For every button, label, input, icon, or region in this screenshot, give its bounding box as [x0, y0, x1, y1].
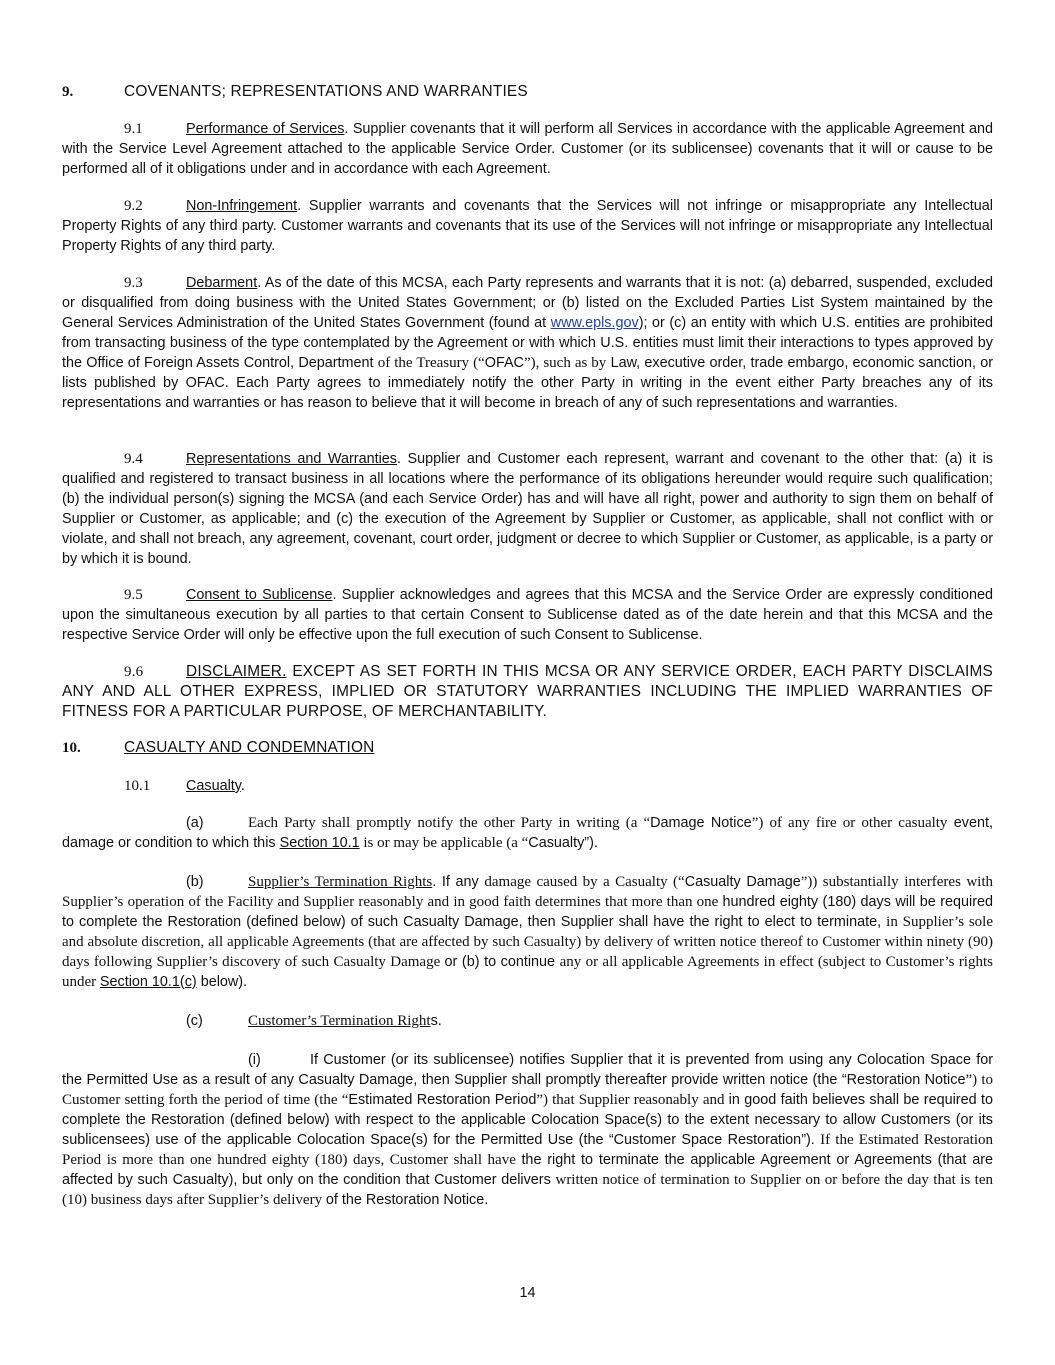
clause-text: interferes with Supplier’s operation of the Facility and Supplier reasonably and in good faith determines that more than one [62, 874, 993, 910]
clause-10-1 [62, 776, 993, 796]
clause-9-4 [62, 449, 993, 569]
clause-text: ”)) substantially [800, 874, 899, 890]
subclause-label: (c) [186, 1013, 203, 1029]
epls-link[interactable]: www.epls.gov [550, 315, 639, 331]
clause-text: . [240, 778, 245, 794]
clause-heading: Consent to Sublicense [186, 587, 333, 603]
clause-number: 9.1 [124, 121, 143, 137]
clause-number: 9.5 [124, 587, 143, 603]
clause-text: ); or (c) an entity with which U.S. entities are prohibited from transacting business of the type contemplated by the Agreement or with which U.S. entities must limit their interactions to types approved by the Office of Foreign Assets Control, Department [62, 315, 993, 371]
clause-text: . As of the date of this MCSA, each Party represents and warrants that it is not: (a) debarred, suspended, excluded or disqualified from doing business with the United States Government; or (b) listed on the Excluded Parties List System maintained by the General Services Administration of the United States Government (found at [62, 275, 993, 331]
section-reference: Section 10.1 [279, 835, 360, 851]
clause-text: . If any [432, 874, 485, 890]
clause-text: EXCEPT AS SET FORTH IN THIS MCSA OR ANY SERVICE ORDER, EACH PARTY DISCLAIMS ANY AND ALL OTHER EXPRESS, IMPLIED OR STATUTORY WARRANTIES INCLUDING THE IMPLIED WARRANTIES OF FITNESS FOR A PARTICULAR PURPOSE, OF MERCHANTABILITY. [62, 663, 993, 720]
defined-term: Damage Notice [650, 815, 752, 831]
defined-term: Customer Space Restoration [613, 1132, 802, 1148]
clause-text: of the Restoration Notice. [325, 1192, 489, 1208]
clause-text: in Supplier’s sole and absolute discretion, all applicable Agreements (that are affected by such Casualty) by delivery of written notice thereof to Customer within ninety (90) days following Supplier’s discovery of such Casualty Damage [62, 914, 993, 970]
section-title: CASUALTY AND CONDEMNATION [124, 739, 375, 756]
clause-heading: Customer’s Termination Right [248, 1013, 431, 1029]
clause-text: . Supplier covenants that it will perform all Services in accordance with the applicable Agreement and with the Service Level Agreement attached to the applicable Service Order. Customer (or its sublicensee) covenants that it will or cause to be performed all of it obligations under and in accordance with each Agreement. [62, 121, 994, 177]
clause-heading: Representations and Warranties [186, 451, 397, 467]
clause-number: 9.6 [124, 664, 144, 680]
clause-text: any or all applicable Agreements in effect (subject to Customer’s rights under [62, 954, 993, 990]
section-number: 10. [62, 740, 81, 756]
clause-text: is or may be applicable (a “ [359, 835, 529, 851]
clause-9-5 [62, 585, 993, 645]
clause-10-1-c-i [62, 1050, 993, 1210]
clause-text: ”) to Customer setting forth the period of time (the “ [62, 1072, 993, 1108]
defined-term: OFAC [484, 355, 524, 371]
clause-text: If Customer (or its sublicensee) notifies Supplier that it is prevented from using any Colocation Space for the Permitted Use as a result of any Casualty Damage, then Supplier shall promptly thereafter provide written notice (the “ [62, 1052, 993, 1088]
clause-text: in good faith believes shall be required to complete the Restoration (defined below) with respect to the applicable Colocation Space(s) to the extent necessary to allow Customers (or its sublicensees) use of the applicable Colocation Space(s) for the Permitted Use (the “ [62, 1092, 993, 1148]
clause-text: If the Estimated Restoration Period is more than one hundred eighty (180) days, Customer shall have [62, 1132, 993, 1168]
subclause-label: (b) [186, 874, 204, 890]
defined-term: Casualty Damage [684, 874, 801, 890]
clause-heading: Performance of Services [186, 121, 345, 137]
clause-text: the right to terminate the applicable Agreement or Agreements (that are affected by such Casualty), but only on the condition that Customer delivers [62, 1152, 993, 1188]
clause-text: Law, executive order, trade embargo, economic sanction, or lists published by OFAC. Each Party agrees to immediately notify the other Party in writing in the event either Party breaches any of its representations and warranties or has reason to believe that it will become in breach of any of such representations and warranties. [62, 355, 994, 411]
clause-text: . Supplier acknowledges and agrees that this MCSA and the Service Order are expressly conditioned upon the simultaneous execution by all parties to that certain Consent to Sublicense dated as of the date herein and that this MCSA and the respective Service Order will only be effective upon the full execution of such Consent to Sublicense. [62, 587, 993, 643]
clause-9-3 [62, 273, 993, 413]
clause-text: ”), such as by [523, 355, 607, 371]
subclause-label: (a) [186, 815, 204, 831]
clause-heading: Debarment [186, 275, 258, 291]
clause-heading: DISCLAIMER. [186, 663, 287, 680]
clause-10-1-a [62, 813, 993, 853]
clause-text: event, damage or condition to which this [62, 815, 993, 851]
clause-heading: Supplier’s Termination Rights [248, 874, 433, 890]
subclause-label: (i) [248, 1052, 261, 1068]
clause-text: below). [196, 974, 248, 990]
clause-number: 9.2 [124, 198, 143, 214]
section-number: 9. [62, 84, 74, 100]
section-title: COVENANTS; REPRESENTATIONS AND WARRANTIES [124, 83, 528, 100]
clause-number: 9.4 [124, 451, 143, 467]
section-reference: Section 10.1(c) [99, 974, 197, 990]
clause-text: or (b) to continue [444, 954, 560, 970]
clause-text: hundred eighty (180) days will be required to complete the Restoration (defined below) of such Casualty Damage, then Supplier shall have the right to elect to terminate, [62, 894, 993, 930]
clause-heading: Non-Infringement [186, 198, 298, 214]
clause-text: written notice of termination to Supplier on or before the day that is ten (10) business days after Supplier’s delivery [62, 1172, 993, 1208]
clause-text: ”). [801, 1132, 821, 1148]
clause-text: of the Treasury (“ [377, 355, 485, 371]
clause-text: damage caused by a Casualty (“ [484, 874, 685, 890]
clause-text: ”) that Supplier reasonably and [536, 1092, 729, 1108]
clause-text: Each Party shall promptly notify the other Party in writing (a “ [248, 815, 651, 831]
clause-number: 9.3 [124, 275, 143, 291]
clause-text: ”) of any fire or other casualty [751, 815, 948, 831]
clause-10-1-c [62, 1011, 993, 1031]
defined-term: Restoration Notice [846, 1072, 966, 1088]
clause-9-6 [62, 662, 993, 722]
clause-10-1-b [62, 872, 993, 992]
page-number: 14 [519, 1285, 536, 1301]
clause-text: . Supplier warrants and covenants that the Services will not infringe or misappropriate any Intellectual Property Rights of any third party. Customer warrants and covenants that its use of the Services will not infringe or misappropriate any Intellectual Property Rights of any third party. [62, 198, 993, 254]
clause-text: . Supplier and Customer each represent, warrant and covenant to the other that: (a) it is qualified and registered to transact business in all locations where the performance of its obligations hereunder would require such qualification; (b) the individual person(s) signing the MCSA (and each Service Order) has and will have all right, power and authority to sign them on behalf of Supplier or Customer, as applicable; and (c) the execution of the Agreement by Supplier or Customer, as applicable, shall not conflict with or violate, and shall not breach, any agreement, covenant, court order, judgment or decree to which Supplier or Customer, as applicable, is a party or by which it is bound. [62, 451, 994, 567]
clause-9-1 [62, 119, 993, 179]
defined-term: Casualty [528, 835, 585, 851]
clause-9-2 [62, 196, 993, 256]
clause-text: ”). [584, 835, 598, 851]
clause-text: s. [430, 1013, 442, 1029]
clause-heading: Casualty [186, 778, 241, 794]
defined-term: Estimated Restoration Period [348, 1092, 537, 1108]
clause-number: 10.1 [124, 778, 151, 794]
